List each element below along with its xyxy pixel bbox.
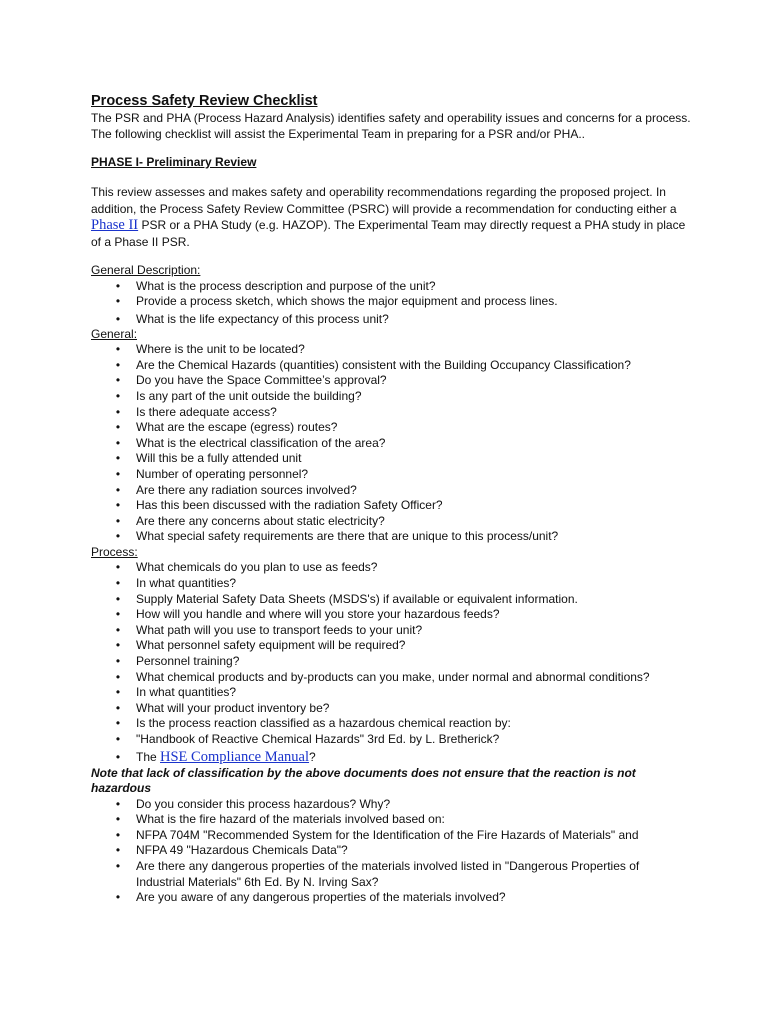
bullet: • <box>115 796 121 811</box>
bullet: • <box>115 560 121 575</box>
bullet: • <box>115 685 121 700</box>
list-item: • Are there any radiation sources involved? <box>91 483 691 499</box>
bullet: • <box>115 638 121 653</box>
phase-ii-link[interactable]: Phase II <box>91 217 139 233</box>
section-label-general: General: <box>91 326 138 341</box>
list-item: • Do you consider this process hazardous? Why? <box>91 797 691 813</box>
list-item: • What is the process description and purpose of the unit? <box>91 279 691 295</box>
bullet: • <box>115 482 121 497</box>
phase-heading: PHASE I- Preliminary Review <box>91 155 257 169</box>
list-item: • Are the Chemical Hazards (quantities) consistent with the Building Occupancy Classification? <box>91 358 691 374</box>
list-item: • How will you handle and where will you store your hazardous feeds? <box>91 607 691 623</box>
list-item: • "Handbook of Reactive Chemical Hazards" 3rd Ed. by L. Bretherick? <box>91 732 691 748</box>
bullet: • <box>115 294 121 309</box>
bullet: • <box>115 607 121 622</box>
hazard-list <box>91 797 691 906</box>
bullet: • <box>115 576 121 590</box>
bullet: • <box>115 622 121 637</box>
bullet: • <box>115 373 121 388</box>
bullet: • <box>115 716 121 731</box>
list-item: • NFPA 704M "Recommended System for the Identification of the Fire Hazards of Materials" and <box>91 828 691 844</box>
list-item: • What will your product inventory be? <box>91 701 691 717</box>
bullet: • <box>115 858 121 873</box>
bullet: • <box>115 311 121 326</box>
list-item: • Personnel training? <box>91 654 691 670</box>
bullet: • <box>115 498 121 513</box>
list-item: • Has this been discussed with the radiation Safety Officer? <box>91 498 691 514</box>
list-item: • What personnel safety equipment will be required? <box>91 638 691 654</box>
list-item: • What chemical products and by-products can you make, under normal and abnormal conditions? <box>91 670 691 686</box>
bullet: • <box>115 466 121 481</box>
section-label-general-description: General Description: <box>91 263 201 277</box>
hse-compliance-manual-link[interactable]: HSE Compliance Manual <box>160 748 310 765</box>
list-item: • In what quantities? <box>91 685 691 701</box>
bullet: • <box>115 669 121 684</box>
bullet: • <box>115 435 121 450</box>
bullet: • <box>115 404 121 419</box>
review-paragraph <box>91 184 691 250</box>
section-label-process: Process: <box>91 544 138 559</box>
list-item: • Will this be a fully attended unit <box>91 451 691 467</box>
bullet: • <box>115 591 121 606</box>
process-list <box>91 560 691 764</box>
list-item: • Provide a process sketch, which shows the major equipment and process lines. <box>91 294 691 310</box>
bullet: • <box>115 388 121 403</box>
list-item: • What is the electrical classification of the area? <box>91 436 691 452</box>
bullet: • <box>115 342 121 357</box>
bullet: • <box>115 278 121 293</box>
list-item: • What chemicals do you plan to use as feeds? <box>91 560 691 576</box>
review-text-before: This review assesses and makes safety and operability recommendations regarding the proposed project. In addition, the Process Safety Review Committee (PSRC) will provide a recommendation for conducting either a <box>91 185 677 216</box>
list-item: • Is the process reaction classified as a hazardous chemical reaction by: <box>91 716 691 732</box>
bullet: • <box>115 843 121 858</box>
list-item: • In what quantities? <box>91 576 691 592</box>
bullet: • <box>115 451 121 466</box>
bullet: • <box>115 700 121 715</box>
bullet: • <box>115 731 121 746</box>
list-item: • Are there any dangerous properties of the materials involved listed in "Dangerous Properties of Industrial Materials" 6th Ed. By N. Irving Sax? <box>91 859 691 890</box>
list-item: • What is the life expectancy of this process unit? <box>91 310 691 327</box>
list-item: • NFPA 49 "Hazardous Chemicals Data"? <box>91 843 691 859</box>
bullet: • <box>115 653 121 668</box>
intro-paragraph: The PSR and PHA (Process Hazard Analysis) identifies safety and operability issues and concerns for a process. The following checklist will assist the Experimental Team in preparing for a PSR and/or PHA.. <box>91 111 691 141</box>
list-item: • What path will you use to transport feeds to your unit? <box>91 623 691 639</box>
bullet: • <box>115 827 121 842</box>
list-item: • What are the escape (egress) routes? <box>91 420 691 436</box>
bullet: • <box>115 812 121 827</box>
general-list <box>91 342 691 545</box>
bullet: • <box>115 749 121 764</box>
bullet: • <box>115 529 121 544</box>
bullet: • <box>115 890 121 905</box>
general-description-list <box>91 279 691 327</box>
list-item: • Number of operating personnel? <box>91 467 691 483</box>
classification-note: Note that lack of classification by the above documents does not ensure that the reaction is not hazardous <box>91 765 636 795</box>
bullet: • <box>115 513 121 528</box>
checklist <box>91 263 691 906</box>
list-item: • Where is the unit to be located? <box>91 342 691 358</box>
list-item: • The HSE Compliance Manual? <box>91 748 691 765</box>
list-item: • Do you have the Space Committee’s approval? <box>91 373 691 389</box>
bullet: • <box>115 357 121 372</box>
list-item: • What special safety requirements are there that are unique to this process/unit? <box>91 529 691 545</box>
list-item: • Are you aware of any dangerous properties of the materials involved? <box>91 890 691 906</box>
page-title: Process Safety Review Checklist <box>91 93 318 109</box>
list-item: • What is the fire hazard of the materials involved based on: <box>91 812 691 828</box>
list-item: • Are there any concerns about static electricity? <box>91 514 691 530</box>
list-item: • Is there adequate access? <box>91 405 691 421</box>
list-item: • Is any part of the unit outside the building? <box>91 389 691 405</box>
list-item: • Supply Material Safety Data Sheets (MSDS's) if available or equivalent information. <box>91 592 691 608</box>
bullet: • <box>115 420 121 435</box>
review-text-after: PSR or a PHA Study (e.g. HAZOP). The Experimental Team may directly request a PHA study in place of a Phase II PSR. <box>91 218 686 249</box>
